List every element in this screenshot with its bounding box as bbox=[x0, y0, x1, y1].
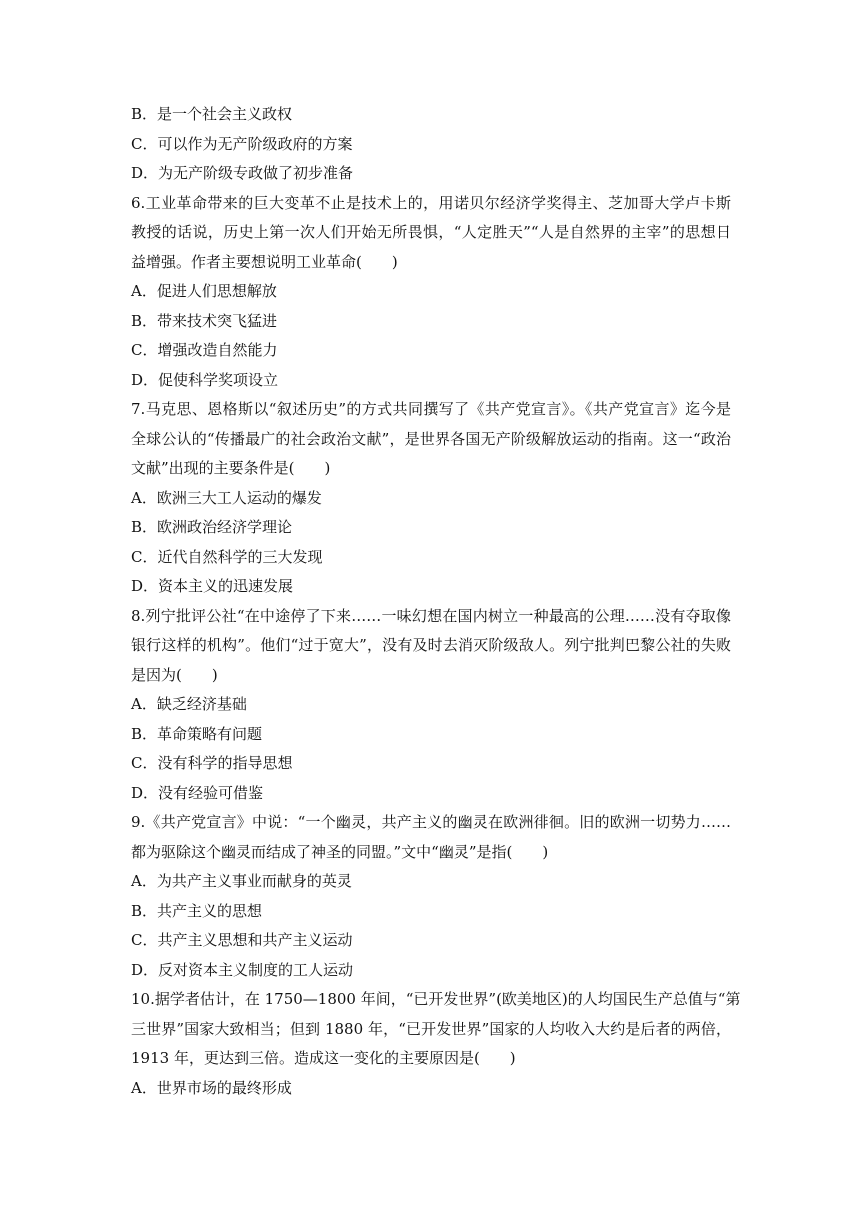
question-9-line: 9.《共产党宣言》中说：“一个幽灵，共产主义的幽灵在欧洲徘徊。旧的欧洲一切势力…… bbox=[131, 813, 731, 831]
option-line: B．共产主义的思想 bbox=[131, 901, 263, 920]
question-7-line: 7.马克思、恩格斯以“叙述历史”的方式共同撰写了《共产党宣言》。《共产党宣言》迄今是 bbox=[131, 400, 731, 418]
option-line: C．没有科学的指导思想 bbox=[131, 754, 293, 772]
option-line: C．近代自然科学的三大发现 bbox=[131, 547, 323, 566]
option-line: D．资本主义的迅速发展 bbox=[131, 577, 294, 595]
option-line: A．世界市场的最终形成 bbox=[131, 1078, 292, 1097]
option-line: A．缺乏经济基础 bbox=[131, 695, 247, 713]
option-line: B．带来技术突飞猛进 bbox=[131, 311, 278, 330]
question-6-line: 教授的话说，历史上第一次人们开始无所畏惧，“人定胜天”“人是自然界的主宰”的思想日 bbox=[131, 223, 731, 241]
question-8-line: 8.列宁批评公社“在中途停了下来……一味幻想在国内树立一种最高的公理……没有夺取像 bbox=[131, 606, 731, 625]
option-line: D．反对资本主义制度的工人运动 bbox=[131, 960, 354, 979]
option-line: B．革命策略有问题 bbox=[131, 724, 263, 743]
question-7-line: 文献”出现的主要条件是( ) bbox=[131, 459, 331, 477]
option-line: C．增强改造自然能力 bbox=[131, 341, 278, 359]
question-6-line: 益增强。作者主要想说明工业革命( ) bbox=[131, 252, 398, 271]
option-line: D．促使科学奖项设立 bbox=[131, 370, 279, 389]
question-8-line: 银行这样的机构”。他们“过于宽大”，没有及时去消灭阶级敌人。列宁批判巴黎公社的失败 bbox=[131, 636, 731, 654]
option-line: B．是一个社会主义政权 bbox=[131, 105, 293, 123]
question-6-line: 6.工业革命带来的巨大变革不止是技术上的，用诺贝尔经济学奖得主、芝加哥大学卢卡斯 bbox=[131, 193, 731, 212]
question-9-line: 都为驱除这个幽灵而结成了神圣的同盟。”文中“幽灵”是指( ) bbox=[131, 842, 549, 861]
question-10-line: 三世界”国家大致相当；但到 1880 年，“已开发世界”国家的人均收入大约是后者的两倍， bbox=[131, 1019, 731, 1038]
option-line: A．为共产主义事业而献身的英灵 bbox=[131, 872, 352, 890]
question-7-line: 全球公认的“传播最广的社会政治文献”，是世界各国无产阶级解放运动的指南。这一“政治 bbox=[131, 429, 731, 448]
question-10-line: 1913 年，更达到三倍。造成这一变化的主要原因是( ) bbox=[131, 1049, 516, 1067]
option-line: B．欧洲政治经济学理论 bbox=[131, 518, 293, 536]
option-line: D．没有经验可借鉴 bbox=[131, 783, 264, 802]
option-line: C．共产主义思想和共产主义运动 bbox=[131, 931, 353, 949]
option-line: C．可以作为无产阶级政府的方案 bbox=[131, 134, 353, 153]
question-8-line: 是因为( ) bbox=[131, 665, 218, 684]
exam-questions bbox=[131, 100, 741, 1103]
option-line: D．为无产阶级专政做了初步准备 bbox=[131, 164, 354, 182]
option-line: A．欧洲三大工人运动的爆发 bbox=[131, 488, 322, 507]
option-line: A．促进人们思想解放 bbox=[131, 282, 277, 300]
question-10-line: 10.据学者估计，在 1750—1800 年间，“已开发世界”(欧美地区)的人均国民生产总值与“第 bbox=[131, 990, 741, 1008]
